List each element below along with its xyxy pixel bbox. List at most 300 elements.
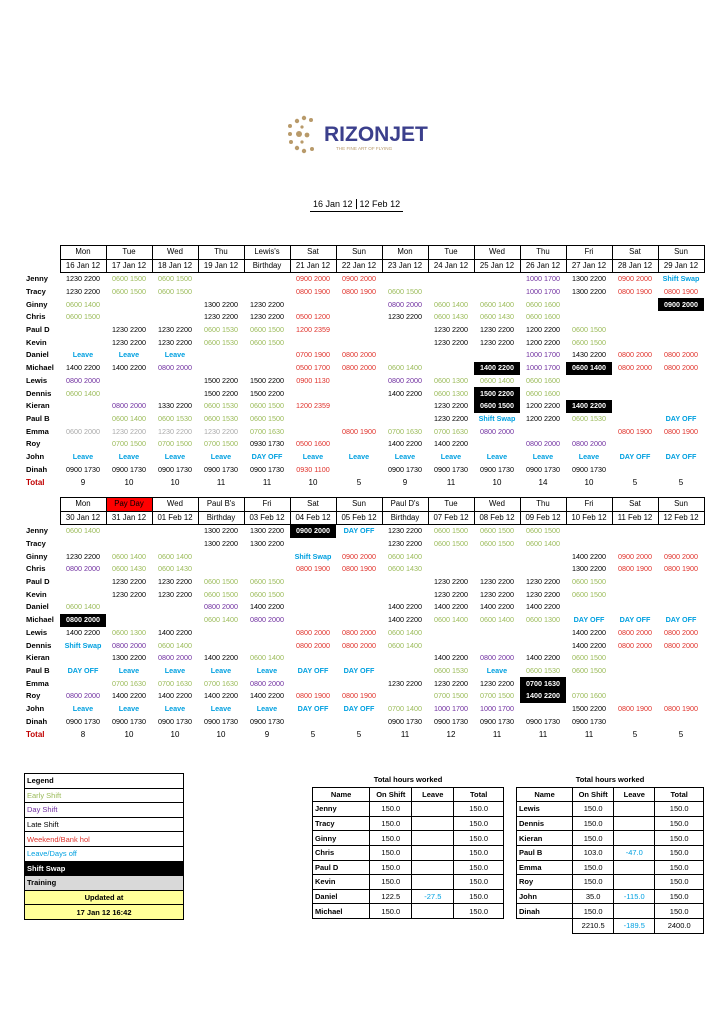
daily-total: 5: [678, 730, 684, 739]
shift-cell: [612, 601, 658, 614]
shift-cell: [60, 336, 106, 349]
shift-cell: DAY OFF: [343, 703, 375, 713]
shift-cell: 0600 1530: [204, 325, 238, 335]
shift-cell: [474, 627, 520, 640]
shift-cell: Leave: [72, 350, 94, 360]
shift-cell: 0800 2000: [66, 691, 100, 701]
header-date: 22 Jan 12: [336, 259, 382, 273]
shift-cell: 0900 1730: [572, 716, 606, 726]
hours-header: Leave: [614, 787, 655, 802]
shift-cell: 0800 1900: [342, 564, 376, 574]
shift-cell: 0800 2000: [388, 299, 422, 309]
legend-item: Leave/Days off: [25, 846, 184, 861]
shift-cell: [290, 601, 336, 614]
shift-cell: [520, 550, 566, 563]
staff-name: Michael: [26, 363, 54, 373]
shift-cell: 0700 1630: [434, 426, 468, 436]
shift-cell: [520, 703, 566, 716]
header-date: 08 Feb 12: [474, 511, 520, 525]
header-day: Wed: [152, 246, 198, 260]
shift-cell: 0600 1400: [388, 640, 422, 650]
shift-cell: 1500 2200: [250, 388, 284, 398]
shift-cell: [612, 400, 658, 413]
legend-item: Shift Swap: [25, 861, 184, 876]
hours-header-row: [517, 787, 704, 802]
hours-value: 150.0: [454, 875, 504, 890]
header-date: 12 Feb 12: [658, 511, 704, 525]
shift-cell: 0600 1400: [66, 388, 100, 398]
hours-value: 150.0: [655, 904, 704, 919]
shift-cell: DAY OFF: [67, 665, 99, 675]
hours-value: 150.0: [454, 904, 504, 919]
shift-cell: 1230 2200: [158, 589, 192, 599]
staff-name: Lewis: [26, 375, 48, 385]
shift-cell: 1230 2200: [388, 526, 422, 536]
shift-cell: 1430 2200: [572, 350, 606, 360]
shift-cell: [474, 563, 520, 576]
header-date: 09 Feb 12: [520, 511, 566, 525]
shift-cell: 1400 2200: [388, 615, 422, 625]
shift-cell: 1230 2200: [204, 312, 238, 322]
shift-cell: [612, 298, 658, 311]
shift-cell: 1200 2200: [526, 413, 560, 423]
staff-name: Dinah: [26, 716, 48, 726]
shift-cell: 1230 2200: [526, 577, 560, 587]
shift-cell: [244, 550, 290, 563]
legend-row: [25, 861, 184, 876]
shift-cell: 1400 2200: [388, 439, 422, 449]
shift-cell: [336, 336, 382, 349]
shift-cell: DAY OFF: [665, 413, 697, 423]
shift-cell: Leave: [72, 451, 94, 461]
header-spacer: [24, 511, 60, 525]
shift-cell: [658, 387, 704, 400]
staff-row: [24, 425, 704, 438]
shift-cell: 1200 2359: [296, 325, 330, 335]
header-date: 04 Feb 12: [290, 511, 336, 525]
hours-value: -115.0: [614, 889, 655, 904]
hours-row: [517, 802, 704, 817]
hours-table-right: [516, 773, 704, 934]
shift-cell: 0800 2000: [572, 439, 606, 449]
legend-item: Late Shift: [25, 817, 184, 832]
shift-cell: [198, 273, 244, 286]
shift-cell: 0600 2000: [66, 426, 100, 436]
shift-cell: 0600 1500: [474, 400, 520, 413]
staff-row: [24, 298, 704, 311]
shift-cell: 0600 1400: [66, 526, 100, 536]
staff-name: Emma: [26, 678, 49, 688]
shift-cell: 0800 2000: [296, 627, 330, 637]
hours-name: John: [517, 889, 573, 904]
shift-cell: 1400 2200: [566, 400, 612, 413]
hours-value: 150.0: [655, 802, 704, 817]
shift-cell: 1300 2200: [204, 299, 238, 309]
shift-cell: 0800 1900: [342, 426, 376, 436]
shift-cell: [198, 550, 244, 563]
staff-row: [24, 451, 704, 464]
shift-cell: [520, 639, 566, 652]
staff-name: John: [26, 451, 45, 461]
header-day: Thu: [198, 246, 244, 260]
hours-row: [517, 816, 704, 831]
shift-cell: Leave: [118, 703, 140, 713]
shift-cell: [382, 665, 428, 678]
shift-cell: 1500 2200: [474, 387, 520, 400]
shift-cell: 0500 1200: [296, 312, 330, 322]
shift-cell: [106, 311, 152, 324]
shift-cell: 1400 2200: [388, 388, 422, 398]
header-day: Thu: [520, 246, 566, 260]
roster-table-week-1-2: [24, 245, 705, 490]
hours-value: [614, 802, 655, 817]
shift-cell: [658, 588, 704, 601]
shift-cell: 1200 2200: [526, 337, 560, 347]
shift-cell: 0600 1400: [66, 299, 100, 309]
hours-value: [614, 860, 655, 875]
shift-cell: 0600 1500: [112, 274, 146, 284]
shift-cell: 0900 2000: [664, 551, 698, 561]
shift-cell: 0600 1400: [388, 627, 422, 637]
shift-cell: Leave: [394, 451, 416, 461]
hours-value: 150.0: [370, 845, 412, 860]
shift-cell: [612, 324, 658, 337]
shift-cell: [658, 438, 704, 451]
shift-cell: 0600 1500: [250, 589, 284, 599]
shift-cell: 1230 2200: [434, 413, 468, 423]
shift-cell: [290, 538, 336, 551]
shift-cell: 0600 1500: [572, 325, 606, 335]
staff-name: John: [26, 703, 45, 713]
shift-cell: 1500 2200: [572, 703, 606, 713]
shift-cell: 1200 2200: [526, 401, 560, 411]
staff-row: [24, 375, 704, 388]
shift-cell: [244, 639, 290, 652]
daily-total: 11: [216, 478, 226, 487]
shift-cell: 0800 1900: [664, 564, 698, 574]
shift-cell: 1300 2200: [572, 564, 606, 574]
hours-value: 150.0: [370, 816, 412, 831]
hours-value: [412, 904, 454, 919]
hours-row: [517, 860, 704, 875]
shift-cell: 0900 1730: [250, 716, 284, 726]
header-date: 30 Jan 12: [60, 511, 106, 525]
shift-cell: 0600 1500: [388, 287, 422, 297]
header-date: 05 Feb 12: [336, 511, 382, 525]
hours-row: [517, 904, 704, 919]
shift-cell: 0600 1300: [434, 388, 468, 398]
shift-cell: [612, 463, 658, 476]
shift-cell: 0600 1600: [526, 299, 560, 309]
updated-label: Updated at: [25, 890, 184, 905]
shift-cell: [336, 298, 382, 311]
shift-cell: [428, 550, 474, 563]
shift-cell: 1230 2200: [434, 401, 468, 411]
shift-cell: 1230 2200: [66, 287, 100, 297]
shift-cell: 0600 1400: [158, 551, 192, 561]
hours-row: [313, 802, 504, 817]
total-label: Total: [26, 730, 45, 739]
shift-cell: 1230 2200: [388, 678, 422, 688]
shift-cell: 1400 2200: [158, 627, 192, 637]
shift-cell: Leave: [578, 451, 600, 461]
daily-total: 10: [124, 478, 134, 487]
shift-cell: 0700 1500: [434, 691, 468, 701]
staff-row: [24, 614, 704, 627]
shift-cell: 1400 2200: [250, 691, 284, 701]
shift-cell: 0900 2000: [658, 298, 704, 311]
shift-cell: [612, 387, 658, 400]
shift-cell: 1230 2200: [158, 337, 192, 347]
legend-item: Day Shift: [25, 803, 184, 818]
shift-cell: Leave: [164, 451, 186, 461]
shift-cell: [382, 349, 428, 362]
shift-cell: [428, 563, 474, 576]
shift-cell: 0900 1730: [572, 464, 606, 474]
hours-row: [313, 889, 504, 904]
shift-cell: 0600 1600: [526, 375, 560, 385]
header-date: 21 Jan 12: [290, 259, 336, 273]
hours-value: 150.0: [454, 889, 504, 904]
shift-cell: 1400 2200: [250, 602, 284, 612]
hours-row: [517, 889, 704, 904]
shift-cell: 0700 1630: [520, 677, 566, 690]
shift-cell: [382, 652, 428, 665]
shift-cell: 0500 1600: [296, 439, 330, 449]
hours-header: Name: [313, 787, 370, 802]
hours-value: 150.0: [370, 860, 412, 875]
shift-cell: 0900 1130: [296, 375, 330, 385]
shift-cell: 1230 2200: [158, 426, 192, 436]
shift-cell: 0600 1430: [480, 312, 514, 322]
shift-cell: 0600 1500: [572, 337, 606, 347]
shift-cell: [106, 298, 152, 311]
shift-cell: [520, 425, 566, 438]
header-date: 03 Feb 12: [244, 511, 290, 525]
header-date: 18 Jan 12: [152, 259, 198, 273]
shift-cell: 1230 2200: [158, 325, 192, 335]
shift-cell: 0800 1900: [296, 564, 330, 574]
shift-cell: 0700 1630: [250, 426, 284, 436]
staff-row: [24, 703, 704, 716]
shift-cell: 0600 1400: [250, 653, 284, 663]
shift-cell: 0600 1500: [250, 337, 284, 347]
hours-value: 150.0: [454, 802, 504, 817]
hours-value: 122.5: [370, 889, 412, 904]
shift-cell: 1230 2200: [158, 577, 192, 587]
header-day: Sat: [612, 246, 658, 260]
hours-value: 150.0: [454, 831, 504, 846]
shift-cell: [612, 652, 658, 665]
header-row-days: [24, 246, 704, 260]
header-day: Wed: [152, 498, 198, 512]
shift-cell: [336, 601, 382, 614]
shift-cell: [336, 652, 382, 665]
shift-cell: [612, 715, 658, 728]
roster-period: [310, 198, 403, 212]
shift-cell: Leave: [72, 703, 94, 713]
shift-cell: 0900 1730: [388, 716, 422, 726]
header-day: Fri: [566, 498, 612, 512]
shift-cell: 1230 2200: [204, 426, 238, 436]
hours-value: [412, 802, 454, 817]
shift-cell: 0600 1500: [572, 589, 606, 599]
hours-header: On Shift: [573, 787, 614, 802]
shift-cell: 1500 2200: [250, 375, 284, 385]
shift-cell: 0700 1600: [572, 691, 606, 701]
shift-cell: 0600 1400: [112, 551, 146, 561]
staff-row: [24, 576, 704, 589]
legend-row: [25, 817, 184, 832]
hours-value: 150.0: [573, 860, 614, 875]
shift-cell: [612, 311, 658, 324]
shift-cell: 0600 1430: [158, 564, 192, 574]
shift-cell: 0900 1730: [526, 716, 560, 726]
hours-value: 150.0: [573, 875, 614, 890]
hours-grand-total: 2400.0: [655, 918, 704, 933]
shift-cell: 0700 1500: [204, 439, 238, 449]
shift-cell: 0800 2000: [664, 350, 698, 360]
shift-cell: 0600 1500: [250, 325, 284, 335]
staff-row: [24, 588, 704, 601]
shift-cell: [336, 375, 382, 388]
legend-item: Early Shift: [25, 788, 184, 803]
staff-name: Roy: [26, 439, 41, 449]
shift-cell: [290, 614, 336, 627]
shift-cell: 1400 2200: [158, 691, 192, 701]
shift-cell: 0800 2000: [342, 640, 376, 650]
shift-cell: 0700 1900: [296, 350, 330, 360]
shift-cell: 0800 2000: [112, 640, 146, 650]
legend-row: [25, 788, 184, 803]
shift-cell: DAY OFF: [251, 451, 283, 461]
shift-cell: 0600 1530: [204, 337, 238, 347]
shift-cell: [474, 286, 520, 299]
header-day: Sat: [290, 246, 336, 260]
roster-table-week-3-4: [24, 497, 705, 742]
daily-total: 11: [400, 730, 410, 739]
daily-total: 5: [356, 730, 362, 739]
shift-cell: [60, 652, 106, 665]
shift-cell: 1230 2200: [526, 589, 560, 599]
shift-cell: 1400 2200: [526, 602, 560, 612]
shift-cell: 0800 1900: [342, 691, 376, 701]
shift-cell: 1400 2200: [480, 602, 514, 612]
shift-cell: Leave: [302, 451, 324, 461]
header-day: Wed: [474, 246, 520, 260]
header-spacer: [24, 259, 60, 273]
legend-item: Weekend/Bank hol: [25, 832, 184, 847]
shift-cell: 0800 2000: [664, 627, 698, 637]
staff-row: [24, 525, 704, 538]
daily-total: 10: [124, 730, 134, 739]
shift-cell: 1230 2200: [388, 539, 422, 549]
shift-cell: 0600 1500: [572, 577, 606, 587]
staff-name: Daniel: [26, 350, 49, 360]
header-date: 26 Jan 12: [520, 259, 566, 273]
staff-name: Paul B: [26, 413, 50, 423]
header-day: Mon: [382, 246, 428, 260]
header-day: Sun: [336, 246, 382, 260]
staff-row: [24, 400, 704, 413]
staff-name: Emma: [26, 426, 49, 436]
shift-cell: 0600 1500: [250, 577, 284, 587]
shift-cell: [428, 286, 474, 299]
hours-name: Paul B: [517, 845, 573, 860]
header-day: Mon: [60, 246, 106, 260]
staff-row: [24, 639, 704, 652]
staff-row: [24, 387, 704, 400]
shift-cell: [658, 311, 704, 324]
shift-cell: 0800 1900: [618, 703, 652, 713]
shift-cell: [60, 677, 106, 690]
shift-cell: DAY OFF: [619, 451, 651, 461]
shift-cell: [658, 690, 704, 703]
hours-value: 150.0: [655, 860, 704, 875]
shift-cell: 0800 2000: [618, 640, 652, 650]
shift-cell: 0800 2000: [526, 439, 560, 449]
staff-row: [24, 538, 704, 551]
shift-cell: 1300 2200: [250, 539, 284, 549]
staff-name: Paul D: [26, 325, 50, 335]
shift-cell: [198, 349, 244, 362]
staff-row: [24, 463, 704, 476]
shift-cell: 1230 2200: [112, 325, 146, 335]
legend-title: Legend: [25, 774, 184, 789]
shift-cell: Leave: [256, 703, 278, 713]
daily-total: 10: [170, 478, 180, 487]
shift-cell: 0800 1900: [618, 564, 652, 574]
shift-cell: 0600 1500: [434, 526, 468, 536]
shift-cell: 1230 2200: [112, 426, 146, 436]
shift-cell: 0800 2000: [60, 614, 106, 627]
hours-value: 150.0: [454, 860, 504, 875]
shift-cell: [658, 652, 704, 665]
shift-cell: [612, 588, 658, 601]
shift-cell: [106, 525, 152, 538]
staff-name: Dinah: [26, 464, 48, 474]
shift-cell: 0600 1530: [204, 413, 238, 423]
daily-total: 9: [402, 478, 408, 487]
shift-cell: 0600 1600: [526, 388, 560, 398]
total-row: [24, 728, 704, 742]
shift-cell: [336, 576, 382, 589]
hours-row: [313, 904, 504, 919]
shift-cell: Shift Swap: [478, 413, 516, 423]
legend-row: [25, 803, 184, 818]
shift-cell: Leave: [164, 350, 186, 360]
hours-grand-total-row: [517, 918, 704, 933]
shift-cell: 0900 2000: [290, 525, 336, 538]
shift-cell: 1200 2200: [526, 325, 560, 335]
hours-row: [313, 860, 504, 875]
shift-cell: [612, 690, 658, 703]
header-day: Paul B's: [198, 498, 244, 512]
header-day: Lewis's: [244, 246, 290, 260]
hours-name: Michael: [313, 904, 370, 919]
shift-cell: [612, 665, 658, 678]
header-date: 28 Jan 12: [612, 259, 658, 273]
shift-cell: 0600 1400: [434, 299, 468, 309]
shift-cell: 1400 2200: [434, 439, 468, 449]
shift-cell: 0800 1900: [664, 287, 698, 297]
staff-name: Michael: [26, 615, 54, 625]
hours-name: Lewis: [517, 802, 573, 817]
header-spacer: [24, 246, 60, 260]
shift-cell: [382, 588, 428, 601]
shift-cell: DAY OFF: [343, 526, 375, 536]
header-row-days: [24, 498, 704, 512]
